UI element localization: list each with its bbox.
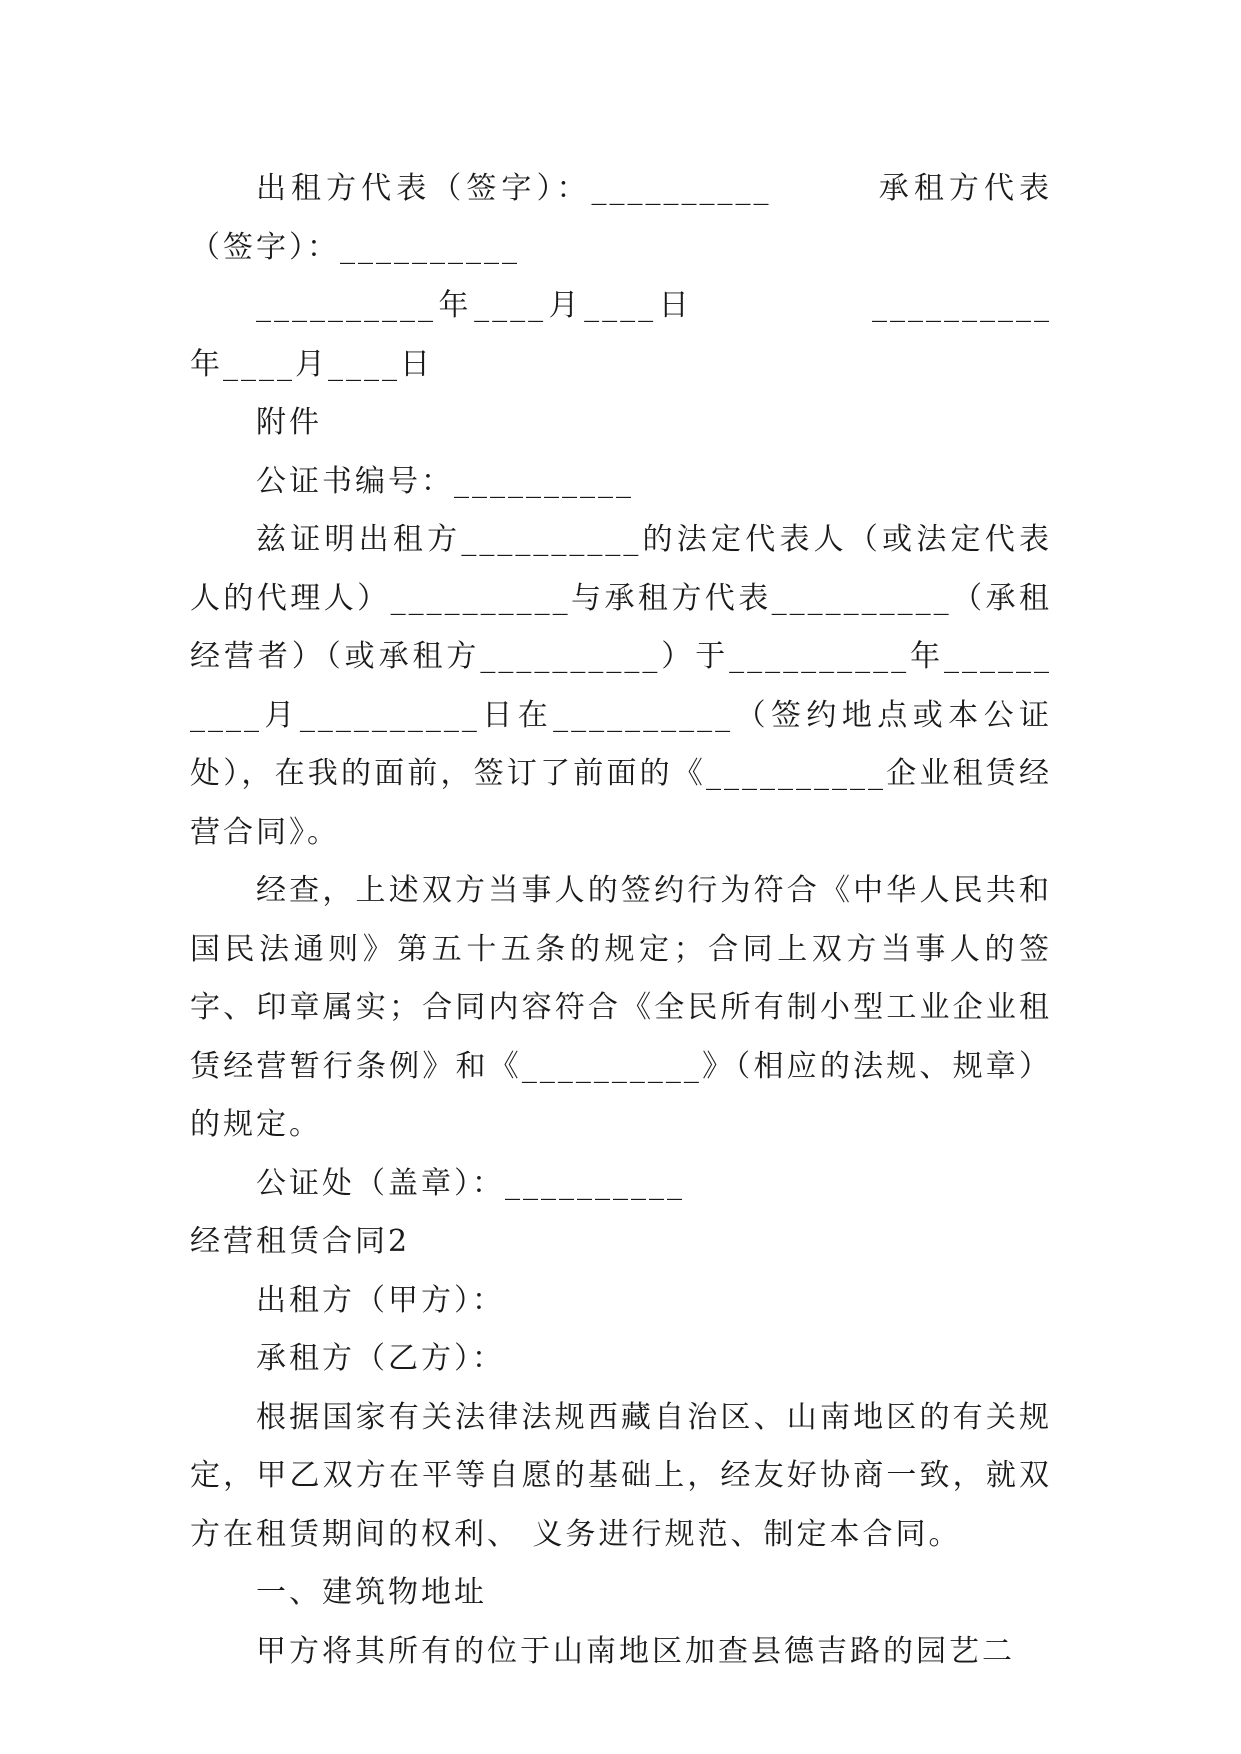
building-address-paragraph: 甲方将其所有的位于山南地区加查县德吉路的园艺二 [256, 1633, 1015, 1669]
preamble-paragraph: 根据国家有关法律法规西藏自治区、山南地区的有关规定，甲乙双方在平等自愿的基础上，经友好协商一致，就双方在租赁期间的权利、 义务进行规范、制定本合同。 [190, 1399, 1052, 1552]
lessor-line: 出租方（甲方）： [256, 1282, 505, 1318]
lessee-line: 承租方（乙方）： [256, 1341, 505, 1376]
document-body [190, 160, 1052, 1681]
contract-title: 经营租赁合同2 [190, 1224, 411, 1259]
notary-number: 公证书编号：__________ [256, 463, 634, 499]
notary-review-paragraph: 经查，上述双方当事人的签约行为符合《中华人民共和国民法通则》第五十五条的规定；合同上双方当事人的签字、印章属实；合同内容符合《全民所有制小型工业企业租赁经营暂行条例》和《__________》（相应的法规、规章）的规定。 [190, 873, 1052, 1142]
notary-seal-line: 公证处（盖章）：__________ [256, 1165, 685, 1201]
notary-certification-paragraph: 兹证明出租方__________的法定代表人（或法定代表人的代理人）__________与承租方代表__________（承租经营者）（或承租方__________）于__________年__________月__________日在__________（签约地点或本公证处），在我的面前，签订了前面的《__________企业租赁经营合同》。 [190, 522, 1052, 850]
date-line: __________年____月____日 __________年____月____日 [190, 288, 1052, 382]
signature-line: 出租方代表（签字）：__________ 承租方代表（签字）：__________ [190, 171, 1052, 265]
section-heading-building-address: 一、建筑物地址 [256, 1575, 487, 1610]
attachment-heading: 附件 [256, 405, 322, 440]
